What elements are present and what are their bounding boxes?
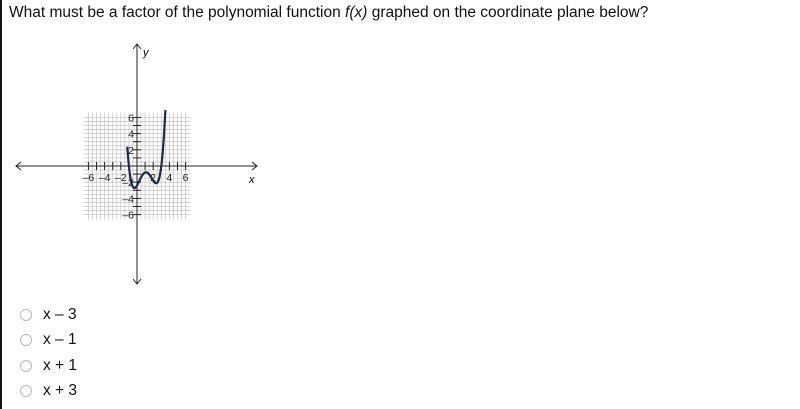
x-tick-label: –2 [114, 172, 127, 184]
y-tick-label: 4 [128, 128, 134, 141]
question-function: f(x) [345, 4, 368, 21]
y-tick-label: –2 [122, 177, 134, 190]
axes [16, 44, 257, 284]
question-prefix: What must be a factor of the polynomial function [9, 4, 346, 21]
choice-label: x + 3 [43, 382, 78, 400]
choice-label: x – 1 [43, 331, 77, 349]
y-axis-label: y [143, 47, 149, 59]
x-tick-label: 4 [166, 172, 173, 184]
tick-labels [83, 112, 189, 221]
radio-button[interactable] [20, 385, 32, 397]
x-axis-label: x [249, 174, 255, 186]
x-tick-label: –6 [82, 172, 95, 184]
x-tick-label: 2 [150, 172, 157, 184]
choice-x-minus-3[interactable] [20, 302, 77, 328]
choice-x-minus-1[interactable] [20, 328, 77, 354]
y-tick-label: 6 [128, 112, 134, 125]
choice-x-plus-3[interactable] [20, 379, 77, 405]
choice-label: x + 1 [43, 356, 78, 374]
question-suffix: graphed on the coordinate plane below? [367, 4, 649, 21]
radio-button[interactable] [20, 334, 32, 346]
x-tick-label: –4 [98, 172, 111, 184]
radio-button[interactable] [20, 360, 32, 372]
choice-x-plus-1[interactable] [20, 353, 77, 379]
x-tick-label: 6 [182, 172, 189, 184]
y-tick-label: 2 [128, 144, 134, 157]
y-tick-label: –6 [122, 209, 134, 222]
radio-button[interactable] [20, 309, 32, 321]
choice-label: x – 3 [43, 305, 77, 323]
answer-choices [20, 302, 77, 404]
y-tick-label: –4 [122, 193, 134, 206]
